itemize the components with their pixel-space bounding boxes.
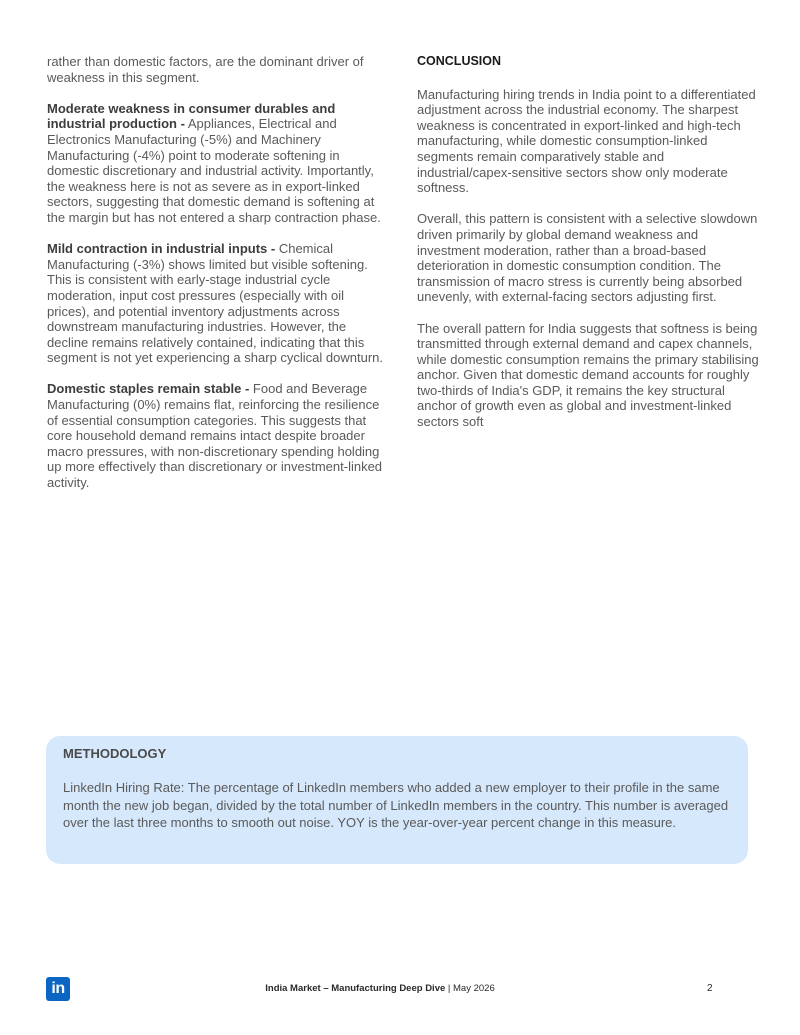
conclusion-heading: CONCLUSION [417,54,502,68]
linkedin-logo-icon: in [46,977,70,1001]
right-column [417,54,759,445]
section-staples [47,381,387,490]
section-lead: Mild contraction in industrial inputs - [47,241,276,257]
left-column [47,54,387,506]
methodology-body: LinkedIn Hiring Rate: The percentage of LinkedIn members who added a new employer to their profile in the same month the new job began, divided by the total number of LinkedIn members in the country. This number is averaged over the last three months to smooth out noise. YOY is the year-over-year percent change in this measure. [63,780,729,830]
conclusion-paragraph: Manufacturing hiring trends in India point to a differentiated adjustment across the industrial economy. The sharpest weakness is concentrated in export-linked and high-tech manufacturing, while domestic consumption-linked segments remain comparatively stable and industrial/capex-sensitive sectors show only moderate softness. [417,86,756,196]
section-body: Food and Beverage Manufacturing (0%) remains flat, reinforcing the resilience of essential consumption categories. This suggests that core household demand remains intact despite broader macro pressures, with non-discretionary spending holding up more effectively than discretionary or investment-linked activity. [47,381,383,491]
section-lead: Moderate weakness in consumer durables and industrial production - [47,100,336,132]
section-durables [47,101,387,226]
page-footer [0,977,800,1003]
footer-date: May 2026 [453,983,495,994]
section-lead: Domestic staples remain stable - [47,381,250,397]
footer-separator: | [445,983,454,994]
section-body: Chemical Manufacturing (-3%) shows limited but visible softening. This is consistent with early-stage industrial cycle moderation, input cost pressures (especially with oil prices), and potential inventory adjustments across downstream manufacturing industries. However, the decline remains relatively contained, indicating that this segment is not yet experiencing a sharp cyclical downturn. [47,241,384,366]
conclusion-paragraph: Overall, this pattern is consistent with a selective slowdown driven primarily by global demand weakness and investment moderation, rather than a broad-based deterioration in domestic consumption condition. The transmission of macro stress is currently being absorbed unevenly, with external-facing sectors adjusting first. [417,211,758,305]
conclusion-paragraph: The overall pattern for India suggests that softness is being transmitted through external demand and capex channels, while domestic consumption remains the primary stabilising anchor. Given that domestic demand accounts for roughly two-thirds of India's GDP, it remains the key structural anchor of growth even as global and investment-linked sectors soft [417,320,759,430]
methodology-box [46,736,748,864]
page-number: 2 [707,983,713,994]
footer-title: India Market – Manufacturing Deep Dive [265,983,446,994]
methodology-title: METHODOLOGY [63,746,167,761]
intro-paragraph: rather than domestic factors, are the dominant driver of weakness in this segment. [47,54,364,85]
section-industrial-inputs [47,241,387,366]
footer-caption [0,983,760,994]
section-body: Appliances, Electrical and Electronics Manufacturing (-5%) and Machinery Manufacturing (-4%) point to moderate softening in domestic discretionary and industrial activity. Importantly, the weakness here is not as severe as in export-linked sectors, suggesting that domestic demand is softening at the margin but has not entered a sharp contraction phase. [47,116,381,225]
